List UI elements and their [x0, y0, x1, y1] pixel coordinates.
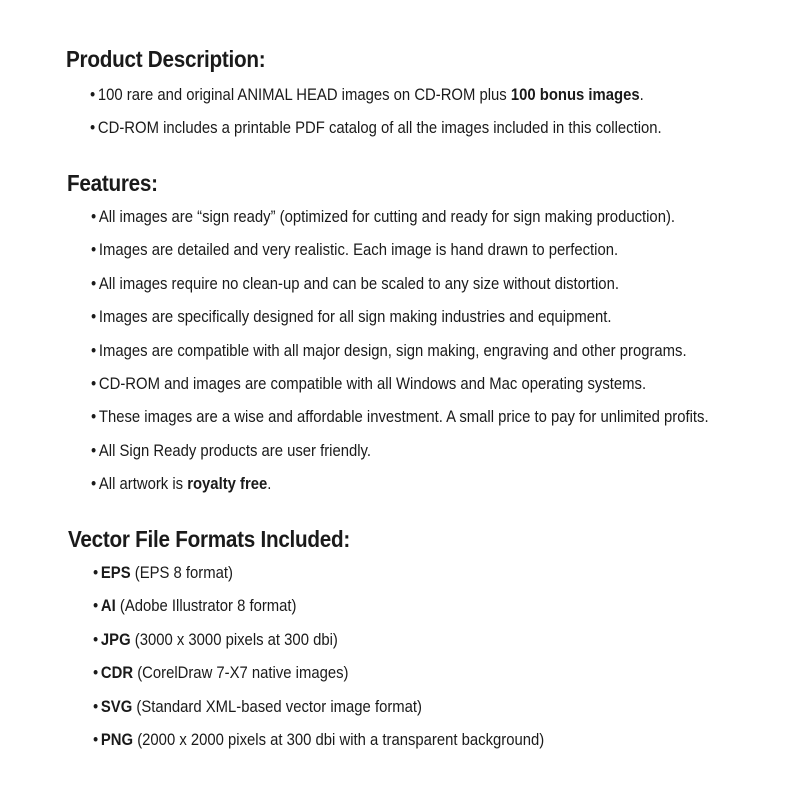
bullet-icon: • — [91, 374, 97, 393]
list-item: • EPS (EPS 8 format) — [93, 564, 233, 582]
features-list — [91, 207, 800, 494]
product-description-list — [90, 85, 800, 138]
list-item: • All images require no clean-up and can be scaled to any size without distortion. — [91, 274, 619, 293]
bullet-icon: • — [93, 697, 99, 716]
list-item: • SVG (Standard XML-based vector image format) — [93, 697, 422, 716]
bullet-icon: • — [93, 564, 99, 582]
list-item: • 100 rare and original ANIMAL HEAD images on CD-ROM plus 100 bonus images. — [90, 86, 644, 104]
features-heading: Features: — [67, 170, 158, 196]
bullet-icon: • — [91, 241, 97, 260]
bullet-icon: • — [90, 119, 96, 138]
list-item: • These images are a wise and affordable investment. A small price to pay for unlimited profits. — [91, 408, 709, 427]
features-section — [0, 169, 800, 508]
bullet-icon: • — [91, 208, 97, 226]
formats-list — [93, 563, 800, 750]
bullet-icon: • — [91, 441, 97, 460]
list-item: • AI (Adobe Illustrator 8 format) — [93, 597, 297, 616]
bullet-icon: • — [91, 408, 97, 427]
list-item: • JPG (3000 x 3000 pixels at 300 dbi) — [93, 630, 338, 649]
bullet-icon: • — [93, 630, 99, 649]
bullet-icon: • — [90, 86, 96, 104]
list-item: • Images are specifically designed for all sign making industries and equipment. — [91, 308, 612, 327]
list-item: • Images are detailed and very realistic. Each image is hand drawn to perfection. — [91, 241, 619, 260]
bullet-icon: • — [91, 308, 97, 327]
bullet-icon: • — [93, 597, 99, 616]
list-item: • CD-ROM includes a printable PDF catalog of all the images included in this collection. — [90, 119, 662, 138]
bullet-icon: • — [93, 730, 99, 749]
bullet-icon: • — [91, 274, 97, 293]
product-description-section — [0, 45, 800, 152]
list-item: • CDR (CorelDraw 7-X7 native images) — [93, 664, 349, 683]
bullet-icon: • — [91, 341, 97, 360]
bullet-icon: • — [91, 475, 97, 494]
formats-heading: Vector File Formats Included: — [68, 526, 351, 552]
list-item: • PNG (2000 x 2000 pixels at 300 dbi with a transparent background) — [93, 730, 545, 749]
list-item: • All artwork is royalty free. — [91, 475, 272, 494]
list-item: • All Sign Ready products are user friendly. — [91, 441, 372, 460]
list-item: • All images are “sign ready” (optimized for cutting and ready for sign making production). — [91, 208, 676, 226]
list-item: • CD-ROM and images are compatible with all Windows and Mac operating systems. — [91, 374, 647, 393]
product-description-heading: Product Description: — [66, 46, 266, 72]
bullet-icon: • — [93, 664, 99, 683]
formats-section — [0, 525, 800, 763]
list-item: • Images are compatible with all major design, sign making, engraving and other programs. — [91, 341, 687, 360]
